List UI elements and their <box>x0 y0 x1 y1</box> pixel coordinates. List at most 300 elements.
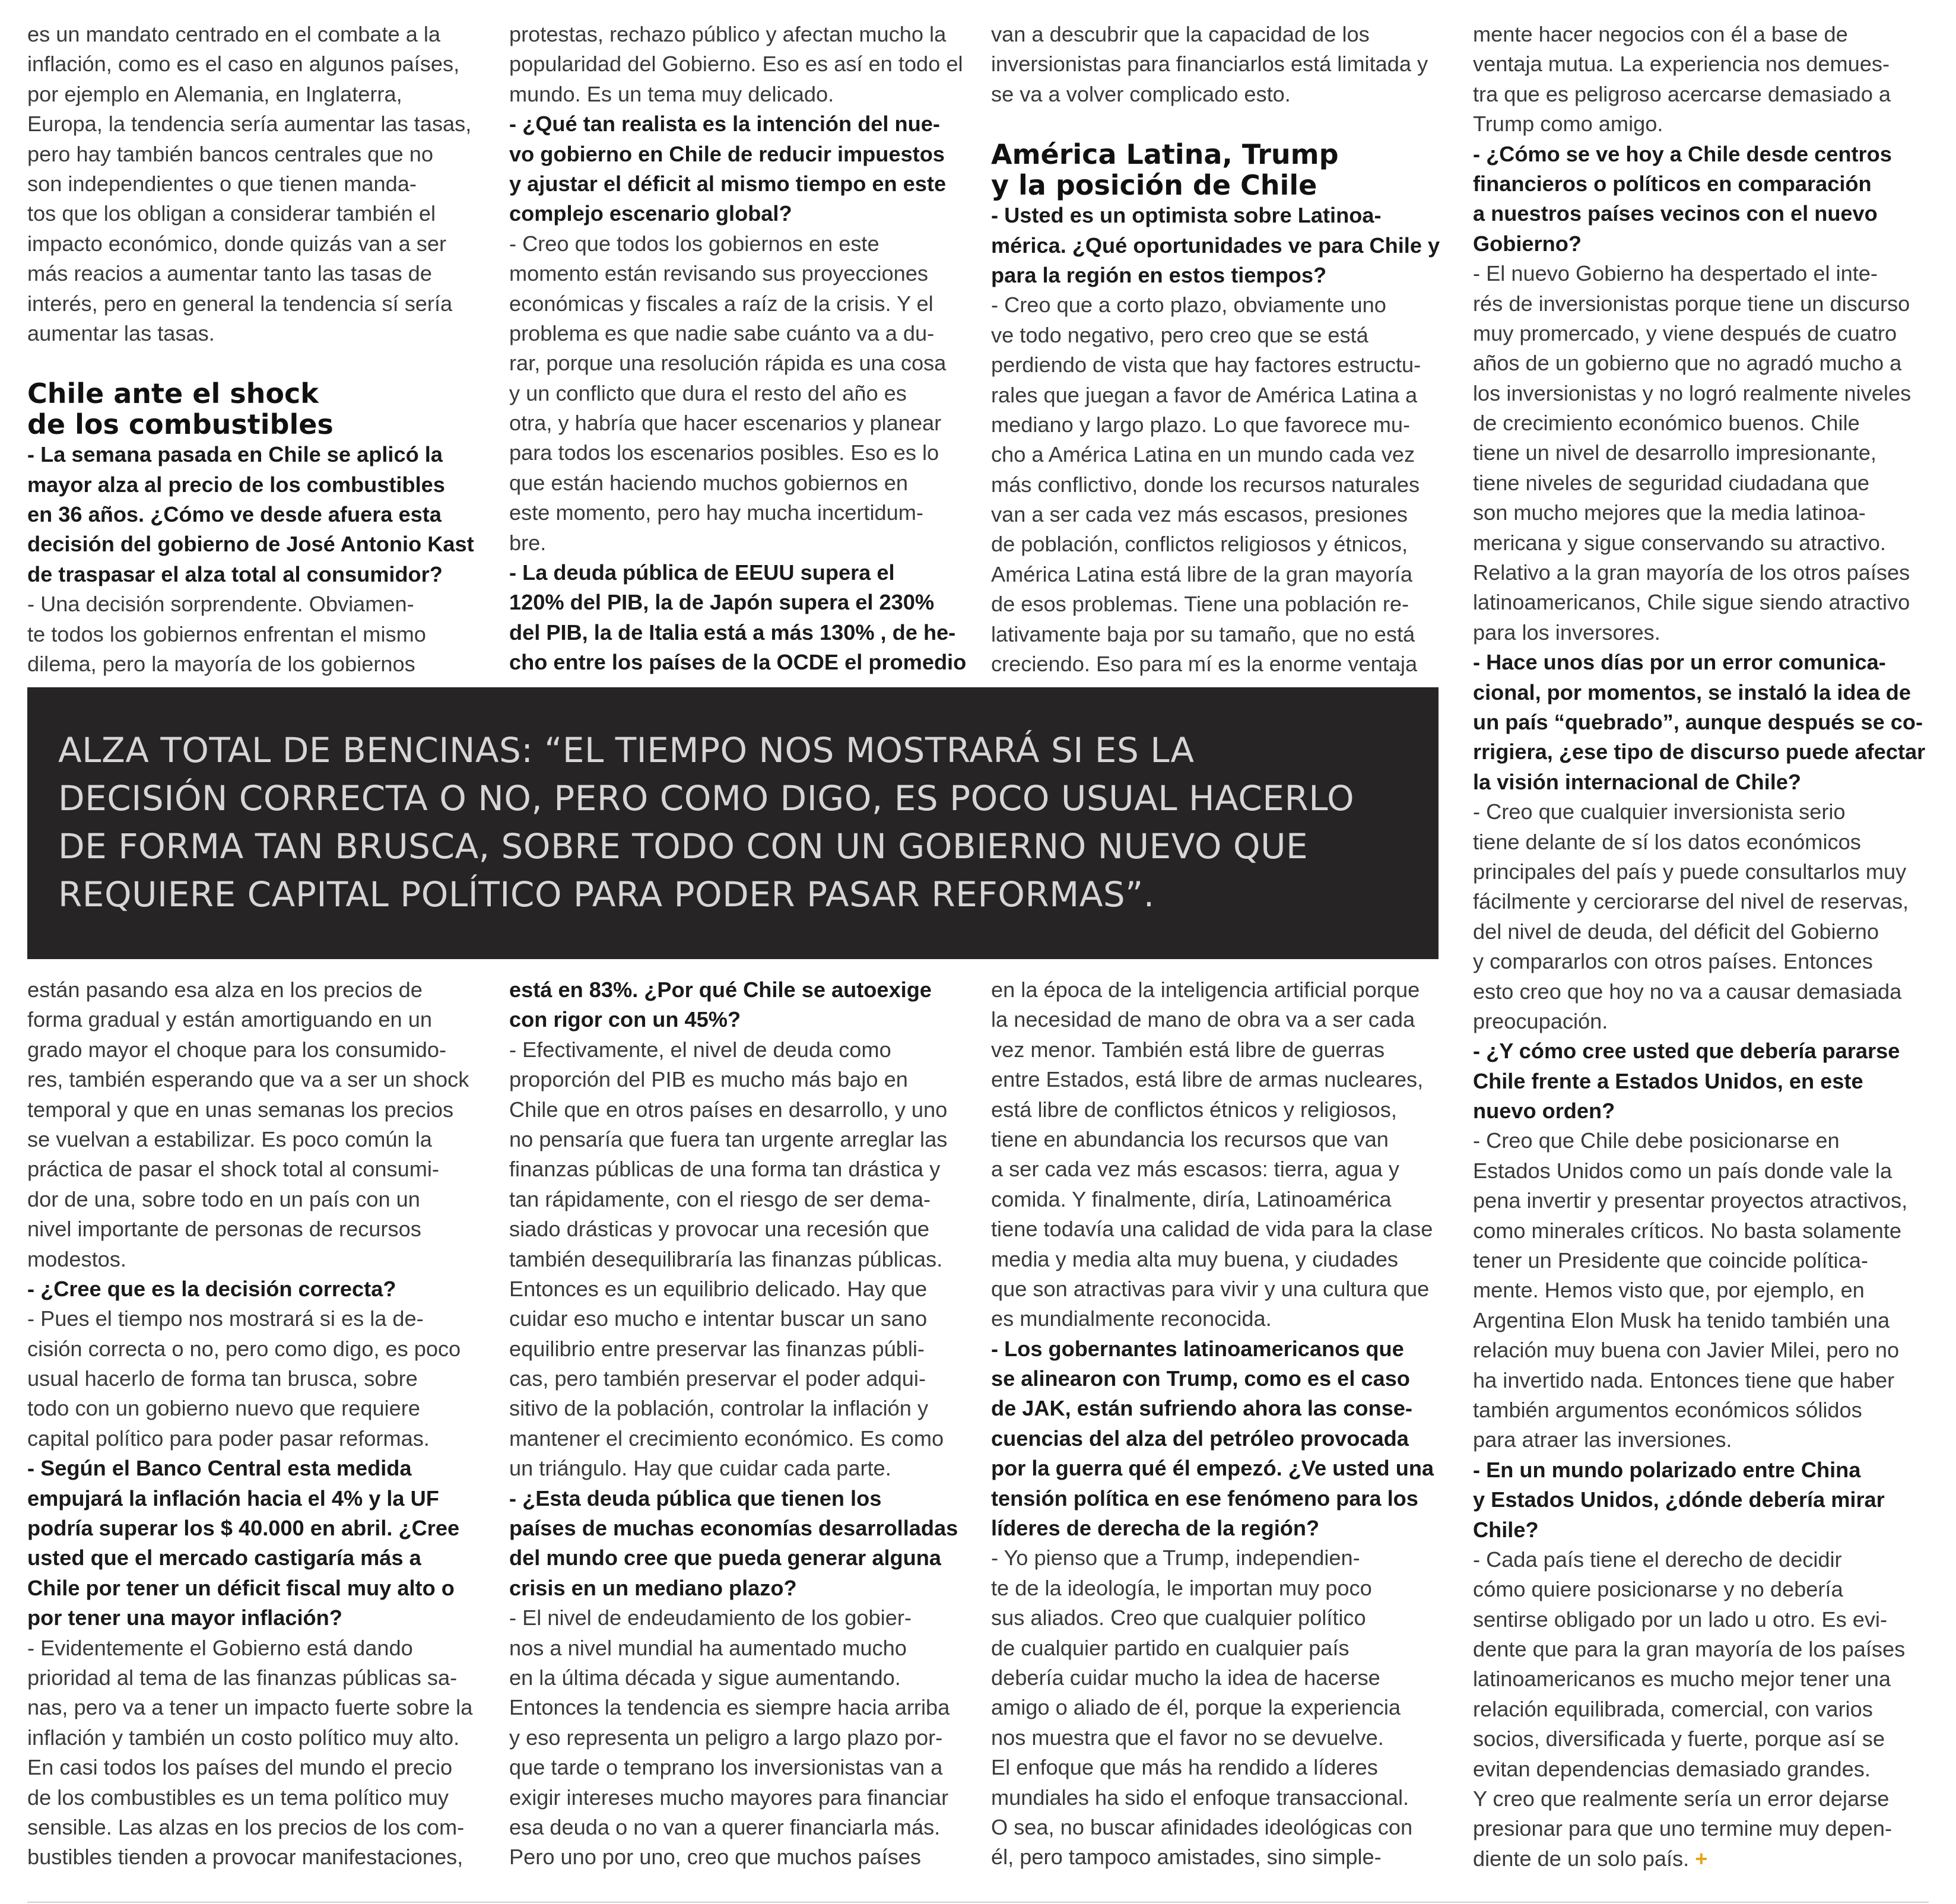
text-line <box>991 1065 1448 1094</box>
line-text: empujará la inflación hacia el 4% y la UF <box>27 1486 439 1510</box>
line-text: nos muestra que el favor no se devuelve. <box>991 1725 1384 1750</box>
text-line <box>509 408 966 438</box>
text-line <box>27 589 484 619</box>
line-text: en la época de la inteligencia artificial porque <box>991 978 1420 1002</box>
line-text: para todos los escenarios posibles. Eso es lo <box>509 440 939 465</box>
text-line <box>509 1513 966 1543</box>
line-text: y eso representa un peligro a largo plazo por- <box>509 1725 943 1750</box>
text-line <box>509 1214 966 1244</box>
line-text: relación equilibrada, comercial, con varios <box>1473 1696 1873 1721</box>
line-text: mente hacer negocios con él a base de <box>1473 22 1848 46</box>
text-line <box>991 380 1448 410</box>
line-text: res, también esperando que va a ser un shock <box>27 1067 469 1092</box>
line-text: nas, pero va a tener un impacto fuerte sobre la <box>27 1695 473 1720</box>
text-line <box>991 1543 1448 1573</box>
text-line <box>27 1813 484 1842</box>
text-line <box>509 1364 966 1394</box>
col3-bottom-text <box>991 975 1448 1873</box>
line-text: de los combustibles es un tema político muy <box>27 1785 449 1810</box>
text-line <box>1473 887 1930 916</box>
text-line <box>27 20 484 49</box>
line-text: problema es que nadie sabe cuánto va a du- <box>509 320 935 345</box>
line-text: perdiendo de vista que hay factores estructu- <box>991 353 1421 377</box>
pull-quote-line <box>58 726 1408 775</box>
line-text: van a ser cada vez más escasos, presiones <box>991 502 1408 527</box>
text-line <box>1473 379 1930 408</box>
column-1-bottom <box>27 975 484 1873</box>
line-text: está en 83%. ¿Por qué Chile se autoexige <box>509 978 932 1002</box>
line-text: Europa, la tendencia sería aumentar las tasas, <box>27 112 472 137</box>
text-line <box>509 438 966 468</box>
text-line <box>991 1154 1448 1184</box>
text-line <box>991 350 1448 380</box>
line-text: rés de inversionistas porque tiene un discurso <box>1473 291 1910 316</box>
line-text: capital político para poder pasar reformas. <box>27 1426 430 1451</box>
text-line <box>27 1245 484 1274</box>
line-text: ventaja mutua. La experiencia nos demues- <box>1473 52 1890 77</box>
text-line <box>509 1424 966 1454</box>
line-text: también desequilibraría las finanzas públicas. <box>509 1246 943 1271</box>
line-text: tiene delante de sí los datos económicos <box>1473 829 1861 854</box>
text-line <box>991 1424 1448 1454</box>
text-line <box>1473 1814 1930 1843</box>
text-line <box>509 49 966 79</box>
line-text: años de un gobierno que no agradó mucho a <box>1473 351 1902 376</box>
line-text: prioridad al tema de las finanzas públicas sa- <box>27 1665 458 1690</box>
line-text: interés, pero en general la tendencia sí sería <box>27 291 453 316</box>
col3-top-text <box>991 20 1448 109</box>
line-text: y compararlos con otros países. Entonces <box>1473 949 1873 974</box>
line-text: exigir intereses mucho mayores para financiar <box>509 1785 949 1810</box>
line-text: usual hacerlo de forma tan brusca, sobre <box>27 1366 418 1391</box>
text-line <box>27 229 484 259</box>
line-text: en 36 años. ¿Cómo ve desde afuera esta <box>27 502 442 527</box>
line-text: inflación, como es el caso en algunos países, <box>27 52 460 77</box>
line-text: - ¿Cómo se ve hoy a Chile desde centros <box>1473 141 1892 166</box>
line-text: por la guerra qué él empezó. ¿Ve usted una <box>991 1456 1434 1481</box>
text-line <box>509 1663 966 1693</box>
line-text: modestos. <box>27 1246 126 1271</box>
text-line <box>27 139 484 169</box>
line-text: práctica de pasar el shock total al consumi- <box>27 1157 439 1182</box>
text-line <box>27 1723 484 1753</box>
line-text: amigo o aliado de él, porque la experiencia <box>991 1695 1401 1720</box>
text-line <box>27 1663 484 1693</box>
text-line <box>1473 1126 1930 1156</box>
text-line <box>991 1334 1448 1364</box>
text-line <box>27 620 484 649</box>
text-line <box>27 1065 484 1094</box>
text-line <box>1473 199 1930 229</box>
text-line <box>1473 1216 1930 1246</box>
line-text: debería cuidar mucho la idea de hacerse <box>991 1665 1380 1690</box>
text-line <box>509 80 966 109</box>
line-text: aumentar las tasas. <box>27 320 215 345</box>
line-text: sitivo de la población, controlar la inflación y <box>509 1396 929 1421</box>
line-text: - Efectivamente, el nivel de deuda como <box>509 1037 891 1062</box>
line-text: dente que para la gran mayoría de los países <box>1473 1637 1906 1662</box>
line-text: REQUIERE CAPITAL POLÍTICO PARA PODER PASAR REFORMAS”. <box>58 874 1155 915</box>
col2-top-text <box>509 20 966 678</box>
line-text: del mundo cree que pueda generar alguna <box>509 1546 941 1570</box>
text-line <box>1473 1067 1930 1096</box>
line-text: Entonces es un equilibrio delicado. Hay que <box>509 1276 928 1301</box>
line-text: Estados Unidos como un país donde vale la <box>1473 1158 1893 1183</box>
line-text: Chile que en otros países en desarrollo, y uno <box>509 1097 948 1122</box>
text-line <box>27 1334 484 1364</box>
text-line <box>27 560 484 589</box>
text-line <box>509 1753 966 1782</box>
line-text: - Hace unos días por un error comunica- <box>1473 650 1886 675</box>
line-text: Y creo que realmente sería un error dejarse <box>1473 1786 1890 1811</box>
text-line <box>1473 20 1930 49</box>
text-line <box>509 1573 966 1603</box>
text-line <box>509 319 966 348</box>
line-text: El enfoque que más ha rendido a líderes <box>991 1755 1378 1780</box>
line-text: mente. Hemos visto que, por ejemplo, en <box>1473 1278 1865 1303</box>
line-text: muy promercado, y viene después de cuatro <box>1473 320 1897 345</box>
text-line <box>1473 1275 1930 1305</box>
line-text: - ¿Esta deuda pública que tienen los <box>509 1486 882 1510</box>
line-text: no pensaría que fuera tan urgente arreglar las <box>509 1126 948 1151</box>
text-line <box>1473 348 1930 378</box>
line-text: todo con un gobierno nuevo que requiere <box>27 1396 420 1421</box>
line-text: nos a nivel mundial ha aumentado mucho <box>509 1635 907 1660</box>
text-line <box>1473 857 1930 887</box>
text-line <box>1473 917 1930 947</box>
line-text: tiene un nivel de desarrollo impresionante, <box>1473 440 1876 465</box>
line-text: del nivel de deuda, del déficit del Gobierno <box>1473 919 1879 944</box>
text-line <box>27 1753 484 1782</box>
line-text: - Una decisión sorprendente. Obviamen- <box>27 592 414 617</box>
line-text: tener un Presidente que coincide política- <box>1473 1248 1868 1273</box>
line-text: - ¿Cree que es la decisión correcta? <box>27 1276 396 1301</box>
text-line <box>991 1245 1448 1274</box>
text-line <box>27 259 484 288</box>
line-text: rar, porque una resolución rápida es una cosa <box>509 351 947 376</box>
text-line <box>1473 1515 1930 1545</box>
line-text: impacto económico, donde quizás van a ser <box>27 231 447 256</box>
line-text: que están haciendo muchos gobiernos en <box>509 470 908 495</box>
line-text: rales que juegan a favor de América Latina a <box>991 382 1418 407</box>
line-text: En casi todos los países del mundo el precio <box>27 1755 453 1780</box>
line-text: Chile por tener un déficit fiscal muy alto o <box>27 1575 455 1600</box>
line-text: bustibles tienden a provocar manifestaciones, <box>27 1845 463 1870</box>
text-line <box>1473 1395 1930 1425</box>
text-line <box>27 1783 484 1813</box>
spacer <box>991 109 1448 139</box>
text-line <box>1473 1186 1930 1216</box>
text-line <box>27 975 484 1005</box>
text-line <box>1473 1246 1930 1275</box>
line-text: 120% del PIB, la de Japón supera el 230% <box>509 590 935 615</box>
text-line <box>1473 767 1930 797</box>
text-line <box>1473 468 1930 498</box>
line-text: nuevo orden? <box>1473 1099 1615 1124</box>
text-line <box>509 1095 966 1125</box>
text-line <box>1473 1664 1930 1694</box>
text-line <box>27 1543 484 1573</box>
text-line <box>27 1214 484 1244</box>
line-text: inflación y también un costo político muy alto. <box>27 1725 460 1750</box>
text-line <box>991 231 1448 261</box>
line-text: como minerales críticos. No basta solamente <box>1473 1218 1902 1243</box>
text-line <box>991 1035 1448 1065</box>
text-line <box>991 1454 1448 1483</box>
line-text: evitan dependencias demasiado grandes. <box>1473 1756 1871 1781</box>
text-line <box>991 560 1448 589</box>
line-text: cuidar eso mucho e intentar buscar un sano <box>509 1306 928 1331</box>
text-line <box>509 1245 966 1274</box>
line-text: Chile ante el shock <box>27 377 319 410</box>
text-line <box>1473 49 1930 79</box>
line-text: la visión internacional de Chile? <box>1473 769 1801 794</box>
text-line <box>991 1274 1448 1304</box>
column-2-top <box>509 20 966 678</box>
text-line <box>991 49 1448 79</box>
text-line <box>991 1633 1448 1663</box>
text-line <box>991 1723 1448 1753</box>
line-text: Chile frente a Estados Unidos, en este <box>1473 1068 1863 1093</box>
text-line <box>991 975 1448 1005</box>
line-text: tra que es peligroso acercarse demasiado a <box>1473 81 1891 106</box>
text-line <box>509 199 966 229</box>
text-line <box>27 1693 484 1722</box>
line-text: media y media alta muy buena, y ciudades <box>991 1246 1398 1271</box>
text-line <box>509 289 966 319</box>
text-line <box>1473 259 1930 288</box>
bottom-divider <box>27 1902 1929 1903</box>
line-text: finanzas públicas de una forma tan drástica y <box>509 1157 941 1182</box>
line-text: para los inversores. <box>1473 620 1660 645</box>
text-line <box>991 529 1448 559</box>
text-line <box>27 1005 484 1034</box>
text-line <box>991 1842 1448 1872</box>
text-line <box>509 169 966 199</box>
text-line <box>27 1154 484 1184</box>
line-text: DECISIÓN CORRECTA O NO, PERO COMO DIGO, ES POCO USUAL HACERLO <box>58 778 1355 818</box>
text-line <box>1473 528 1930 558</box>
text-line <box>1473 1156 1930 1186</box>
text-line <box>509 1334 966 1364</box>
line-text: son mucho mejores que la media latinoa- <box>1473 500 1866 525</box>
line-text: en la última década y sigue aumentando. <box>509 1665 901 1690</box>
text-line <box>27 80 484 109</box>
text-line <box>1473 1036 1930 1066</box>
text-line <box>509 20 966 49</box>
text-line <box>27 319 484 348</box>
line-text: Argentina Elon Musk ha tenido también una <box>1473 1308 1890 1332</box>
text-line <box>509 648 966 677</box>
text-line <box>1473 1754 1930 1784</box>
line-text: O sea, no buscar afinidades ideológicas con <box>991 1814 1413 1839</box>
line-text: tensión política en ese fenómeno para los <box>991 1486 1418 1510</box>
line-text: a nuestros países vecinos con el nuevo <box>1473 201 1878 226</box>
line-text: cómo quiere posicionarse y no debería <box>1473 1577 1843 1602</box>
line-text: Gobierno? <box>1473 231 1582 256</box>
text-line <box>991 410 1448 440</box>
text-line <box>991 80 1448 109</box>
line-text: te de la ideología, le importan muy poco <box>991 1575 1372 1600</box>
line-text: tan rápidamente, con el riesgo de ser dema- <box>509 1186 931 1211</box>
line-text: este momento, pero hay mucha incertidum- <box>509 500 923 525</box>
text-line <box>509 1154 966 1184</box>
text-line <box>27 1394 484 1423</box>
text-line <box>509 1842 966 1872</box>
text-line <box>509 528 966 558</box>
text-line <box>509 558 966 588</box>
text-line <box>509 379 966 408</box>
line-text: socios, diversificada y fuerte, porque así se <box>1473 1727 1885 1751</box>
heading-line <box>991 170 1448 201</box>
line-text: protestas, rechazo público y afectan mucho la <box>509 22 947 46</box>
text-line <box>509 618 966 648</box>
line-text: - La deuda pública de EEUU supera el <box>509 560 895 585</box>
text-line <box>27 649 484 679</box>
text-line <box>1473 169 1930 199</box>
text-line <box>991 1214 1448 1244</box>
line-text: financieros o políticos en comparación <box>1473 171 1872 196</box>
text-line <box>991 1663 1448 1693</box>
col1-top-text <box>27 20 484 348</box>
line-text: y un conflicto que dura el resto del año es <box>509 380 907 405</box>
column-3-bottom <box>991 975 1448 1873</box>
line-text: Relativo a la gran mayoría de los otros países <box>1473 560 1910 585</box>
line-text: siado drásticas y provocar una recesión que <box>509 1217 930 1242</box>
line-text: comida. Y finalmente, diría, Latinoamérica <box>991 1186 1392 1211</box>
line-text: para la región en estos tiempos? <box>991 262 1327 287</box>
text-line <box>1473 1485 1930 1515</box>
heading-line <box>27 378 484 409</box>
line-text: y la posición de Chile <box>991 169 1317 202</box>
column-4 <box>1473 20 1930 1874</box>
col3-top-text-b <box>991 201 1448 679</box>
line-text: popularidad del Gobierno. Eso es así en todo el <box>509 52 963 77</box>
text-line <box>27 470 484 500</box>
line-text: Trump como amigo. <box>1473 112 1663 137</box>
text-line <box>1473 139 1930 169</box>
line-text: está libre de conflictos étnicos y religiosos, <box>991 1097 1397 1122</box>
end-of-article-mark: + <box>1689 1846 1708 1871</box>
line-text: fácilmente y cerciorarse del nivel de reservas, <box>1473 889 1909 914</box>
text-line <box>509 468 966 498</box>
line-text: cisión correcta o no, pero como digo, es poco <box>27 1336 461 1361</box>
pull-quote-text <box>58 726 1408 919</box>
line-text: complejo escenario global? <box>509 201 792 226</box>
line-text: esa deuda o no van a querer financiarla más. <box>509 1814 941 1839</box>
text-line <box>509 348 966 378</box>
text-line <box>1473 1306 1930 1335</box>
text-line <box>509 259 966 288</box>
line-text: de los combustibles <box>27 408 334 441</box>
line-text: - El nivel de endeudamiento de los gobier- <box>509 1605 912 1630</box>
line-text: son independientes o que tienen manda- <box>27 171 417 196</box>
text-line <box>27 1035 484 1065</box>
line-text: creciendo. Eso para mí es la enorme ventaja <box>991 652 1418 677</box>
text-line <box>991 1394 1448 1423</box>
text-line <box>509 1065 966 1094</box>
text-line <box>1473 827 1930 857</box>
line-text: América Latina, Trump <box>991 138 1339 171</box>
text-line <box>991 20 1448 49</box>
text-line <box>1473 1335 1930 1365</box>
line-text: mediano y largo plazo. Lo que favorece mu- <box>991 412 1411 437</box>
line-text: cho entre los países de la OCDE el promedio <box>509 650 967 675</box>
text-line <box>1473 1455 1930 1485</box>
line-text: de traspasar el alza total al consumidor? <box>27 561 443 586</box>
line-text: con rigor con un 45%? <box>509 1007 741 1032</box>
text-line <box>509 229 966 259</box>
line-text: mayor alza al precio de los combustibles <box>27 472 445 497</box>
line-text: a ser cada vez más escasos: tierra, agua y <box>991 1157 1399 1182</box>
text-line <box>27 1304 484 1334</box>
pull-quote-line <box>58 871 1408 919</box>
line-text: momento están revisando sus proyecciones <box>509 261 929 286</box>
line-text: mantener el crecimiento económico. Es como <box>509 1426 944 1451</box>
text-line <box>509 1035 966 1065</box>
line-text: sensible. Las alzas en los precios de los com- <box>27 1814 465 1839</box>
line-text: mericana y sigue conservando su atractivo. <box>1473 530 1886 555</box>
text-line <box>1473 977 1930 1007</box>
line-text: temporal y que en unas semanas los precios <box>27 1097 454 1122</box>
text-line <box>1473 558 1930 588</box>
text-line <box>991 1125 1448 1154</box>
text-line <box>1473 1724 1930 1754</box>
line-text: equilibrio entre preservar las finanzas públi- <box>509 1336 925 1361</box>
text-line <box>991 1603 1448 1633</box>
text-line <box>1473 438 1930 468</box>
text-line <box>1473 1605 1930 1635</box>
section-heading-chile-shock <box>27 378 484 440</box>
text-line <box>991 1484 1448 1513</box>
line-text: - Creo que todos los gobiernos en este <box>509 231 879 256</box>
text-line <box>509 975 966 1005</box>
line-text: se va a volver complicado esto. <box>991 81 1291 106</box>
text-line <box>991 1095 1448 1125</box>
line-text: proporción del PIB es mucho más bajo en <box>509 1067 908 1092</box>
col2-bottom-text <box>509 975 966 1873</box>
text-line <box>1473 229 1930 259</box>
line-text: para atraer las inversiones. <box>1473 1427 1732 1452</box>
line-text: - ¿Qué tan realista es la intención del nue- <box>509 112 940 137</box>
line-text: que tarde o temprano los inversionistas van a <box>509 1755 943 1780</box>
text-line <box>1473 498 1930 528</box>
line-text: económicas y fiscales a raíz de la crisis. Y el <box>509 291 933 316</box>
line-text: - Según el Banco Central esta medida <box>27 1456 412 1481</box>
line-text: decisión del gobierno de José Antonio Kast <box>27 532 474 557</box>
line-text: tiene niveles de seguridad ciudadana que <box>1473 470 1869 495</box>
line-text: pero hay también bancos centrales que no <box>27 141 433 166</box>
text-line <box>991 470 1448 500</box>
text-line <box>27 1185 484 1214</box>
text-line <box>509 1185 966 1214</box>
line-text: - Creo que a corto plazo, obviamente uno <box>991 293 1386 318</box>
text-line <box>27 1125 484 1154</box>
text-line <box>1473 1694 1930 1724</box>
line-text: podría superar los $ 40.000 en abril. ¿Cree <box>27 1516 460 1541</box>
text-line <box>991 1783 1448 1813</box>
text-line <box>27 1424 484 1454</box>
line-text: - Los gobernantes latinoamericanos que <box>991 1336 1404 1361</box>
text-line <box>991 290 1448 320</box>
section-heading-america-latina <box>991 139 1448 201</box>
line-text: nivel importante de personas de recursos <box>27 1217 421 1242</box>
line-text: otra, y habría que hacer escenarios y planear <box>509 411 942 436</box>
line-text: rrigiera, ¿ese tipo de discurso puede afectar <box>1473 740 1926 764</box>
text-line <box>27 1573 484 1603</box>
text-line <box>27 1603 484 1633</box>
line-text: sentirse obligado por un lado u otro. Es evi- <box>1473 1607 1888 1632</box>
